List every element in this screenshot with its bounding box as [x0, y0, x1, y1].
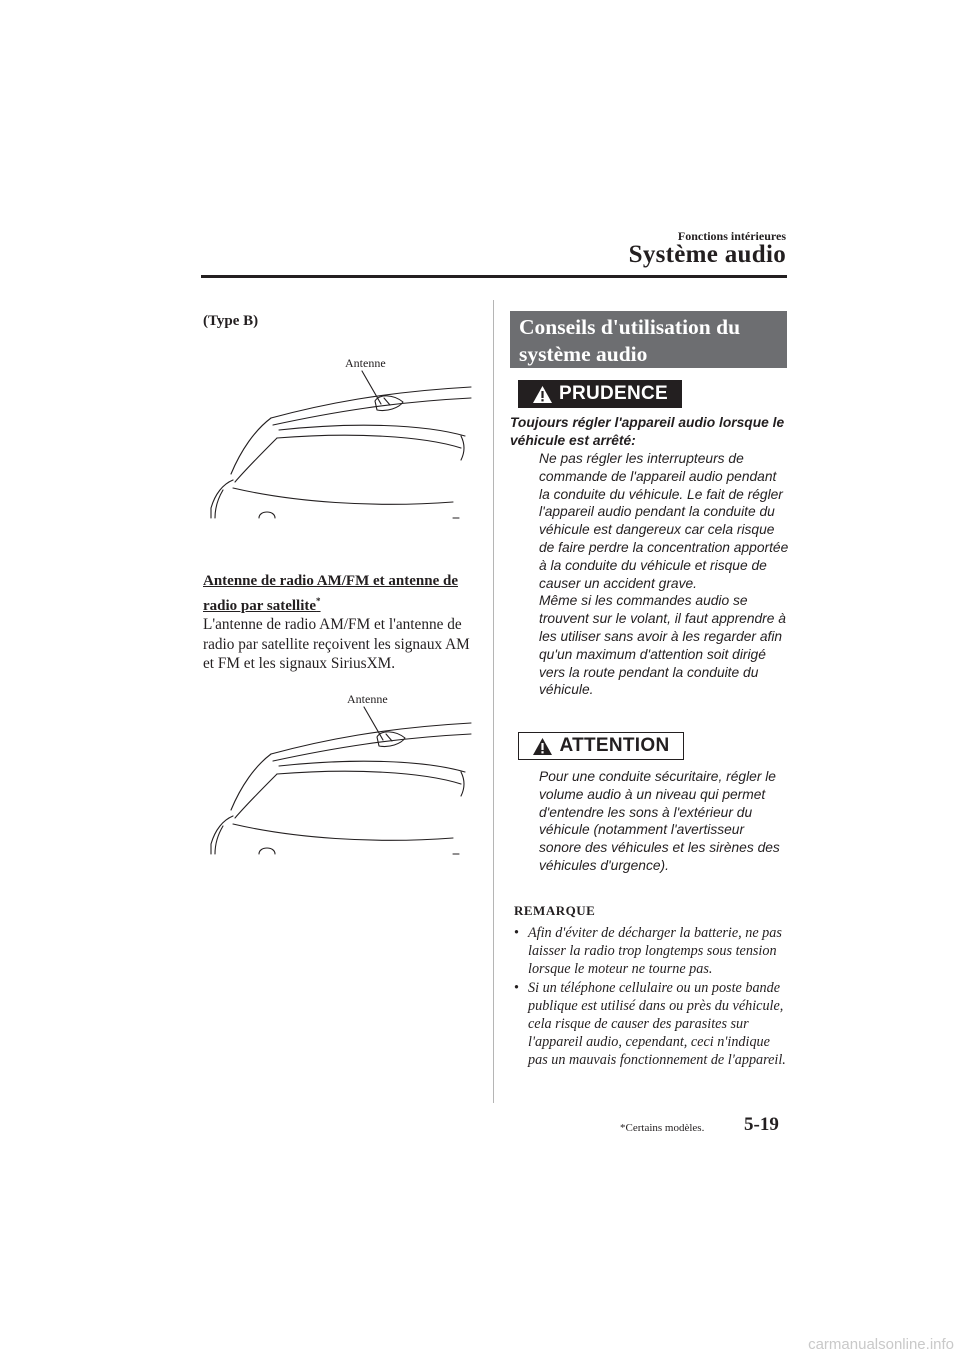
prudence-lead: Toujours régler l'appareil audio lorsque le véhicule est arrêté:	[510, 415, 785, 448]
warning-triangle-icon	[532, 737, 553, 756]
prudence-paragraph: Même si les commandes audio se trouvent sur le volant, il faut apprendre à les utiliser sans avoir à les regarder afin qu'un maximum d'attention soit dirigé vers la route pendant la conduite du véhicule.	[539, 593, 786, 698]
header-chapter-title: Système audio	[628, 241, 786, 268]
section-title-bar: Conseils d'utilisation du système audio	[510, 311, 787, 368]
antenna-description: L'antenne de radio AM/FM et l'antenne de radio par satellite reçoivent les signaux AM et FM et les signaux SiriusXM.	[203, 616, 470, 673]
attention-label: ATTENTION	[559, 735, 670, 756]
page-number: 5-19	[744, 1114, 779, 1135]
list-item	[514, 979, 789, 1070]
antenna-figure-1	[203, 352, 475, 522]
footnote: *Certains modèles.	[620, 1122, 705, 1134]
column-divider	[493, 300, 494, 1103]
attention-body: Pour une conduite sécuritaire, régler le volume audio à un niveau qui permet d'entendre les sons à l'extérieur du véhicule (notamment l'avertisseur sonore des véhicules et les sirènes des véhicules d'urgence).	[539, 769, 780, 873]
remarque-list	[514, 924, 789, 1070]
antenna-figure-2-label: Antenne	[347, 692, 388, 706]
antenna-figure-2	[203, 688, 475, 858]
prudence-label: PRUDENCE	[558, 383, 669, 404]
header-section-name: Fonctions intérieures	[677, 229, 786, 243]
prudence-paragraph: Ne pas régler les interrupteurs de commande de l'appareil audio pendant la conduite du véhicule. Le fait de régler l'appareil audio pendant la conduite du véhicule est dangereux car cela risque de faire perdre la concentration apportée à la conduite du véhicule et risque de causer un accident grave.	[539, 451, 789, 591]
bullet: •	[514, 979, 519, 996]
header-rule	[201, 275, 787, 278]
bullet: •	[514, 925, 519, 941]
warning-triangle-icon	[532, 385, 553, 404]
watermark: carmanualsonline.info	[808, 1336, 954, 1353]
car-rear-illustration-2	[203, 688, 475, 858]
list-item	[514, 924, 789, 979]
prudence-body	[539, 450, 789, 699]
list-item-text: Si un téléphone cellulaire ou un poste bande publique est utilisé dans ou près du véhicule, cela risque de causer des parasites sur l'appareil audio, cependant, ceci n'indique pas un mauvais fonctionnement de l'appareil.	[528, 979, 786, 1069]
prudence-label-box	[518, 380, 682, 408]
attention-label-box	[518, 732, 684, 760]
antenna-subheading	[203, 571, 478, 616]
antenna-subheading-mark: *	[316, 596, 321, 606]
antenna-subheading-text: Antenne de radio AM/FM et antenne de radio par satellite	[203, 573, 458, 614]
list-item-text: Afin d'éviter de décharger la batterie, ne pas laisser la radio trop longtemps sous tension lorsque le moteur ne tourne pas.	[528, 925, 782, 978]
remarque-heading: REMARQUE	[514, 903, 596, 918]
car-rear-illustration-1	[203, 352, 475, 522]
type-label: (Type B)	[203, 313, 259, 329]
antenna-figure-1-label: Antenne	[345, 356, 386, 370]
